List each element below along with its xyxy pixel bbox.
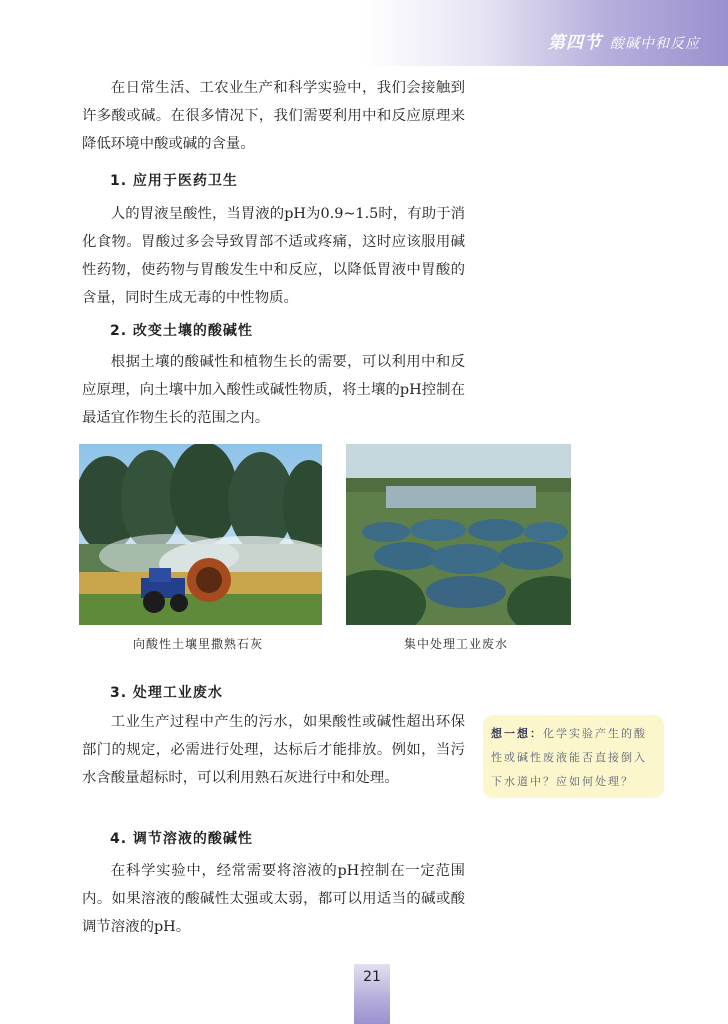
- paragraph-medical: 人的胃液呈酸性，当胃液的pH为0.9~1.5时，有助于消化食物。胃酸过多会导致胃部不适或疼痛，这时应该服用碱性药物，使药物与胃酸发生中和反应，以降低胃液中胃酸的含量，同时生成无毒的中性物质。: [82, 206, 465, 306]
- paragraph-wastewater: 工业生产过程中产生的污水，如果酸性或碱性超出环保部门的规定，必需进行处理，达标后才能排放。例如，当污水含酸量超标时，可以利用熟石灰进行中和处理。: [82, 714, 465, 786]
- think-question: 化学实验产生的酸性或碱性废液能否直接倒入下水道中？应如何处理？: [491, 727, 647, 788]
- section-name: 酸碱中和反应: [610, 36, 700, 52]
- think-box: [483, 715, 664, 798]
- photo-lime-spreading: [79, 444, 322, 625]
- heading-soil: 2. 改变土壤的酸碱性: [110, 323, 253, 339]
- caption-lime-spreading: 向酸性土壤里撒熟石灰: [133, 637, 264, 651]
- heading-solution: 4. 调节溶液的酸碱性: [110, 831, 253, 847]
- section-title: [548, 28, 700, 53]
- heading-medical: 1. 应用于医药卫生: [110, 173, 238, 189]
- photo-wastewater-plant: [346, 444, 571, 625]
- section-number: 第四节: [548, 33, 602, 53]
- heading-wastewater: 3. 处理工业废水: [110, 685, 223, 701]
- think-label: 想一想：: [491, 727, 543, 740]
- paragraph-soil: 根据土壤的酸碱性和植物生长的需要，可以利用中和反应原理，向土壤中加入酸性或碱性物质，将土壤的pH控制在最适宜作物生长的范围之内。: [82, 354, 465, 426]
- intro-paragraph: 在日常生活、工农业生产和科学实验中，我们会接触到许多酸或碱。在很多情况下，我们需要利用中和反应原理来降低环境中酸或碱的含量。: [82, 80, 465, 152]
- caption-wastewater: 集中处理工业废水: [404, 637, 509, 651]
- paragraph-solution: 在科学实验中，经常需要将溶液的pH控制在一定范围内。如果溶液的酸碱性太强或太弱，都可以用适当的碱或酸调节溶液的pH。: [82, 863, 465, 935]
- page-number: 21: [363, 969, 381, 985]
